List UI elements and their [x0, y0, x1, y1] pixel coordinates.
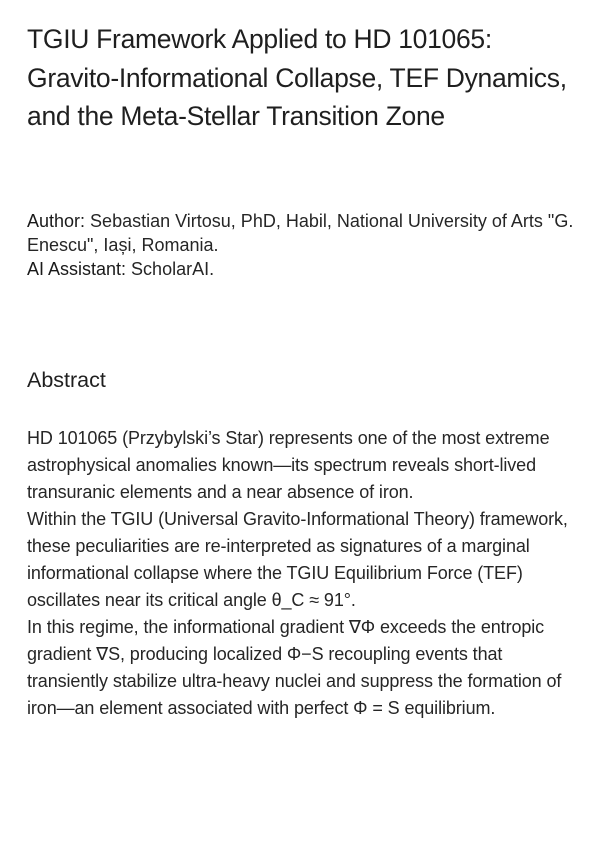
- assistant-line: [27, 257, 577, 281]
- document-title: TGIU Framework Applied to HD 101065: Gravito-Informational Collapse, TEF Dynamics, and the Meta-Stellar Transition Zone: [27, 24, 567, 131]
- author-line: [27, 209, 577, 257]
- abstract-body: [27, 425, 579, 722]
- abstract-paragraph: In this regime, the informational gradient ∇Φ exceeds the entropic gradient ∇S, producing localized Φ−S recoupling events that transiently stabilize ultra-heavy nuclei and suppress the formation of iron—an element associated with perfect Φ = S equilibrium.: [27, 617, 562, 718]
- assistant-value: ScholarAI.: [126, 259, 215, 279]
- assistant-label: AI Assistant:: [27, 259, 127, 279]
- abstract-paragraph: HD 101065 (Przybylski’s Star) represents one of the most extreme astrophysical anomalies known—its spectrum reveals short-lived transuranic elements and a near absence of iron.: [27, 428, 550, 502]
- author-label: Author:: [27, 211, 86, 231]
- abstract-heading: Abstract: [27, 368, 106, 392]
- abstract-paragraph: Within the TGIU (Universal Gravito-Informational Theory) framework, these peculiarities are re-interpreted as signatures of a marginal informational collapse where the TGIU Equilibrium Force (TEF) oscillates near its critical angle θ_C ≈ 91°.: [27, 509, 568, 610]
- author-value: Sebastian Virtosu, PhD, Habil, National University of Arts "G. Enescu", Iași, Romania.: [27, 211, 574, 255]
- author-block: [27, 209, 577, 281]
